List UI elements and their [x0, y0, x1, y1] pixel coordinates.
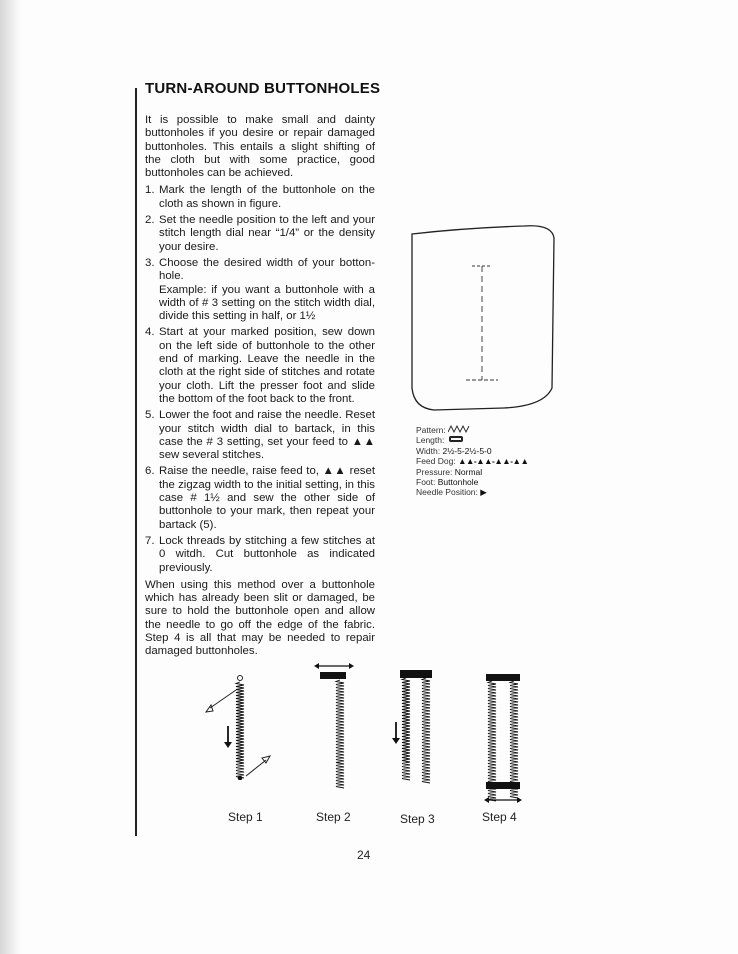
step-item-2 [145, 214, 375, 254]
step-list [145, 184, 375, 574]
bartack-block [486, 782, 520, 789]
step-item-3 [145, 257, 375, 323]
page-number: 24 [357, 848, 371, 862]
step-text: Start at your marked position, sew down on the left side of buttonhole to the other end of marking. Leave the needle in the cloth at the right side of stitches and rotate your cloth. Lift the presser foot and slide the bottom of the foot back to the front. [159, 326, 375, 405]
step2-illustration [310, 660, 360, 790]
closing-paragraph: When using this method over a buttonhole which has already been slit or damaged, be sure to hold the buttonhole open and allow the needle to go off the edge of the fabric. Step 4 is all that may be needed to repair damaged buttonholes. [145, 578, 375, 658]
setting-width [416, 446, 566, 456]
bartack-block [320, 672, 346, 679]
step-number: 2. [145, 214, 155, 227]
stitch-length-icon [447, 435, 465, 445]
step-example: Example: if you want a buttonhole with a width of # 3 setting on the stitch width dial, divide this setting in half, or 1½ [159, 283, 375, 323]
setting-pressure [416, 467, 566, 477]
step-number: 3. [145, 256, 155, 269]
feed-dog-icons: ▲▲-▲▲-▲▲-▲▲ [458, 456, 529, 467]
setting-label: Feed Dog: [416, 456, 456, 467]
zigzag-column-left [402, 678, 410, 780]
step4-caption: Step 4 [482, 810, 517, 824]
setting-needle [416, 487, 566, 497]
step2-caption: Step 2 [316, 810, 351, 824]
needle-start-icon [238, 676, 243, 681]
bartack-block [400, 670, 432, 678]
setting-label: Foot: [416, 477, 436, 488]
page-heading: TURN-AROUND BUTTONHOLES [145, 80, 381, 97]
rotate-arrow-icon [210, 690, 236, 708]
step4-illustration [478, 672, 530, 808]
setting-value: Buttonhole [437, 477, 479, 488]
zigzag-pattern-icon [448, 425, 470, 435]
instructions-column [145, 114, 375, 663]
step1-caption: Step 1 [228, 810, 263, 824]
step-text: Choose the desired width of your botton-hole. [159, 256, 375, 283]
scan-shadow [0, 0, 22, 954]
step-text: Mark the length of the buttonhole on the cloth as shown in figure. [159, 184, 375, 210]
zigzag-column-right [422, 678, 430, 783]
turn-arrow-icon [246, 760, 266, 776]
zigzag-column-left [236, 682, 244, 778]
step3-caption: Step 3 [400, 812, 435, 826]
step-item-7 [145, 535, 375, 575]
setting-length [416, 435, 566, 445]
step-number: 4. [145, 326, 155, 339]
step-text: Lock threads by stitching a few stitches at 0 witdh. Cut buttonhole as indicated previously. [159, 534, 375, 574]
setting-feed [416, 456, 566, 466]
step1-illustration [196, 668, 286, 780]
setting-label: Pressure: [416, 466, 453, 477]
step-text: Raise the needle, raise feed to, ▲▲ reset the zigzag width to the initial setting, in this case # 1½ and sew the other side of buttonhole to your mark, then repeat your bartack (5). [159, 465, 375, 531]
margin-rule [135, 88, 137, 836]
setting-label: Pattern: [416, 425, 446, 435]
step-item-4 [145, 326, 375, 406]
step-text: Lower the foot and raise the needle. Reset your stitch width dial to bartack, in this case the # 3 setting, set your feed to ▲▲ sew several stitches. [159, 409, 375, 462]
step-body [159, 257, 375, 323]
step-text: Set the needle position to the left and your stitch length dial near “1/4” or the density your desire. [159, 214, 375, 253]
step-number: 7. [145, 534, 155, 547]
machine-settings [416, 425, 566, 498]
step-item-1 [145, 184, 375, 211]
setting-pattern [416, 425, 566, 435]
zigzag-column-left [336, 680, 344, 788]
step-item-6 [145, 465, 375, 531]
setting-label: Length: [416, 435, 445, 446]
cloth-outline [412, 226, 554, 410]
intro-paragraph: It is possible to make small and dainty buttonholes if you desire or repair damaged buttonholes. This entails a slight shifting of the cloth but with some practice, good buttonholes can be achieved. [145, 114, 375, 180]
step-number: 5. [145, 409, 155, 422]
step-item-5 [145, 409, 375, 462]
setting-value: 2½-5-2½-5-0 [442, 445, 492, 456]
step3-illustration [392, 668, 444, 792]
step-number: 6. [145, 465, 155, 478]
cloth-marking-diagram [404, 218, 564, 418]
setting-value: Normal [454, 466, 483, 477]
setting-label: Width: [416, 445, 441, 456]
setting-foot [416, 477, 566, 487]
needle-position-icon: ▶ [480, 487, 487, 498]
step-number: 1. [145, 184, 155, 197]
bartack-block [486, 674, 520, 681]
zigzag-column-right [510, 681, 518, 798]
setting-label: Needle Position: [416, 487, 478, 498]
